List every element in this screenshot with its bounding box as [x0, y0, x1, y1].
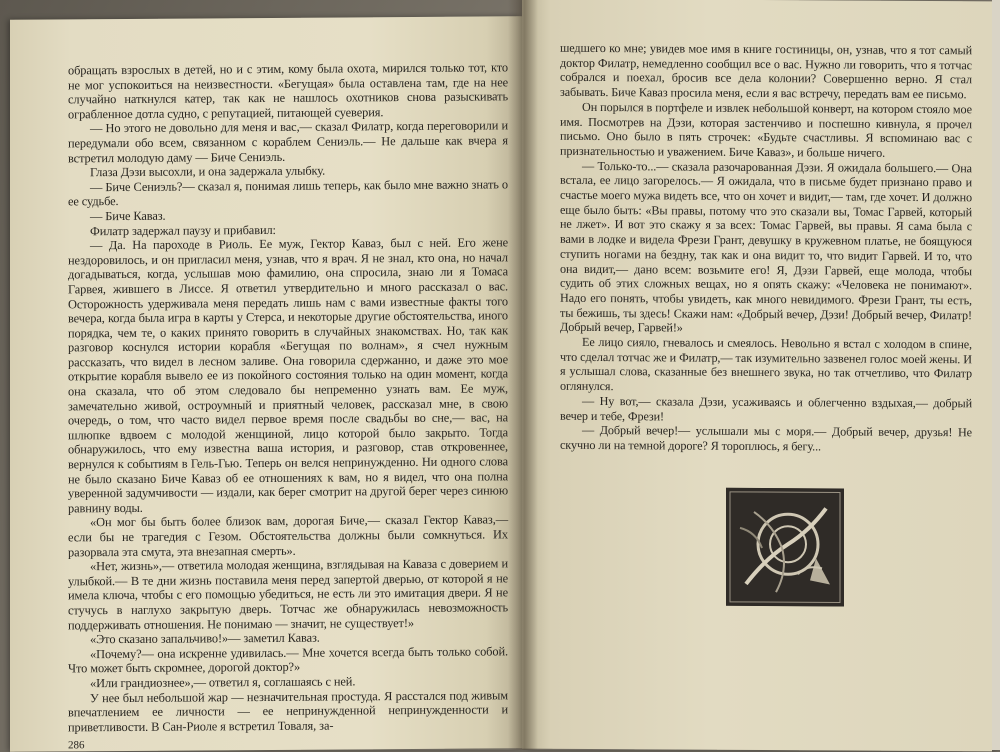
engraving-vignette-illustration — [726, 487, 844, 606]
page-number: 286 — [68, 739, 85, 752]
paragraph: — Биче Каваз. — [90, 208, 166, 224]
paragraph: «Он мог бы быть более близок вам, дорогая Биче,— сказал Гектор Каваз,— если бы не трагедия с Гезом. Обстоятельства должны были сомкнуться. Их разорвала эта смута, эта внезапная смерть». — [68, 512, 508, 559]
paragraph: — Только-то...— сказала разочарованная Дэзи. Я ожидала большего.— Она встала, ее лицо загорелось.— Я ожидала, что в письме будет признано право и счастье моего мужа видеть все, что он хочет и видит,— там, где хочет. И должно еще было быть: «Вы правы, потому что это сказали вы, Томас Гарвей, который не лжет». И вот это скажу я за всех: Томас Гарвей, вы правы. Я сама была с вами в лодке и видела Фрези Грант, девушку в кружевном платье, не боящуюся ступить ногами на бездну, так как и она видит то, что видит Гарвей. И то, что она видит,— дано всем: возьмите его! Я, Дэзи Гарвей, еще молода, чтобы судить об этих сложных вещах, но я опять скажу: «Человека не понимают». Надо его понять, чтобы увидеть, как много невидимого. Фрези Грант, ты есть, ты бежишь, ты здесь! Скажи нам: «Добрый вечер, Дэзи! Добрый вечер, Филатр! Добрый вечер, Гарвей!» — [560, 158, 972, 335]
paragraph: Он порылся в портфеле и извлек небольшой конверт, на котором стояло мое имя. Посмотрев на Дэзи, которая застенчиво и поспешно кивнула, я прочел письмо. Оно было в пять строчек: «Будьте счастливы. Я вспоминаю вас с признательностью и уважением. Биче Каваз», и больше ничего. — [560, 99, 972, 160]
left-book-page — [10, 16, 522, 752]
paragraph: «Или грандиознее»,— ответил я, соглашаясь с ней. — [90, 674, 356, 691]
paragraph: Филатр задержал паузу и прибавил: — [90, 222, 276, 238]
paragraph: — Биче Сениэль?— сказал я, понимая лишь теперь, как было мне важно знать о ее судьбе. — [68, 177, 508, 209]
paragraph: Глаза Дэзи высохли, и она задержала улыбку. — [90, 163, 326, 180]
paragraph: обращать взрослых в детей, но и с этим, кому была охота, мирился только тот, кто не мог успокоиться на неизвестности. «Бегущая» была оставлена там, где на нее случайно наткнулся катер, так как не нашлось охотников снова разыскивать ограбленное дотла судно, с репутацией, питающей суеверия. — [68, 60, 508, 122]
paragraph: «Нет, жизнь»,— ответила молодая женщина, взглядывая на Каваза с доверием и улыбкой.— В те дни жизнь поставила меня перед запертой дверью, от которой я не имела ключа, чтобы с его помощью убедиться, не есть ли это имитация двери. Я не стучусь в наглухо закрытую дверь. Тотчас же обнаружилась невозможность поддерживать отношения. Не понимаю — значит, не существует!» — [68, 556, 508, 632]
paragraph: — Ну вот,— сказала Дэзи, усаживаясь и облегченно вздыхая,— добрый вечер и тебе, Фрези! — [560, 393, 972, 424]
page-edge — [992, 0, 1000, 750]
right-book-page — [522, 0, 992, 751]
paragraph: «Это сказано запальчиво!»— заметил Каваз. — [90, 630, 320, 647]
paragraph: У нее был небольшой жар — незначительная простуда. Я расстался под живым впечатлением ее личности — ее непринужденной непринужденности и приветливости. В Сан-Риоле я встретил Товаля, за- — [68, 687, 508, 735]
paragraph: Ее лицо сияло, гневалось и смеялось. Невольно я встал с холодом в спине, что сделал тотчас же и Филатр,— так изумительно зазвенел голос моей жены. И я услышал слова, сказанные без внешнего звука, но так отчетливо, что Филатр оглянулся. — [560, 334, 972, 394]
paragraph: — Да. На пароходе в Риоль. Ее муж, Гектор Каваз, был с ней. Его жене нездоровилось, и он пригласил меня, узнав, что я врач. Я не знал, кто она, но начал догадываться, когда, услышав мою фамилию, она спросила, знаю ли я Томаса Гарвея, жившего в Лиссе. Я ответил утвердительно и много рассказал о вас. Осторожность удерживала меня передать лишь нам с вами известные факты того вечера, когда была игра в карты у Стерса, и некоторые другие обстоятельства, иного порядка, чем те, о каких принято говорить в случайных знакомствах. Но, так как разговор коснулся истории корабля «Бегущая по волнам», я счел нужным рассказать, что видел в лесном заливе. Она говорила сдержанно, и даже это мое открытие корабля вывело ее из покойного состояния только на один момент, когда она сказала, что об этом следовало бы непременно узнать вам. Ее муж, замечательно живой, остроумный и приятный человек, рассказал мне, в свою очередь, о том, что часто видел первое время после свадьбы во сне,— вас, на шлюпке вдвоем с молодой женщиной, лицо которой было закрыто. Тогда обнаружилось, что ему известна ваша история, и разговор, став откровеннее, вернулся к событиям в Гель-Гью. Теперь он велся непринужденно. Ни одного слова не было сказано Биче Каваз об ее отношениях к вам, но я видел, что она полна уверенной задумчивости — издали, как берег смотрит на другой берег через синюю равнину воды. — [68, 235, 508, 516]
paragraph: «Почему?— она искренне удивилась.— Мне хочется всегда быть только собой. Что может быть скромнее, дорогой доктор?» — [68, 644, 508, 676]
paragraph: — Добрый вечер!— услышали мы с моря.— Добрый вечер, друзья! Не скучно ли на темной дороге? Я тороплюсь, я бегу... — [560, 423, 972, 454]
paragraph: — Но этого не довольно для меня и вас,— сказал Филатр, когда переговорили и передумали обо всем, связанном с кораблем Сениэль.— Не дальше как вчера я встретил молодую даму — Биче Сениэль. — [68, 118, 508, 165]
paragraph: шедшего ко мне; увидев мое имя в книге гостиницы, он, узнав, что я тот самый доктор Филатр, немедленно сообщил все о вас. Нужно ли говорить, что я тотчас собрался и поехал, бросив все дела колонии? Совершенно верно. Я стал забывать. Биче Каваз просила меня, если я вас встречу, передать вам ее письмо. — [560, 40, 972, 102]
